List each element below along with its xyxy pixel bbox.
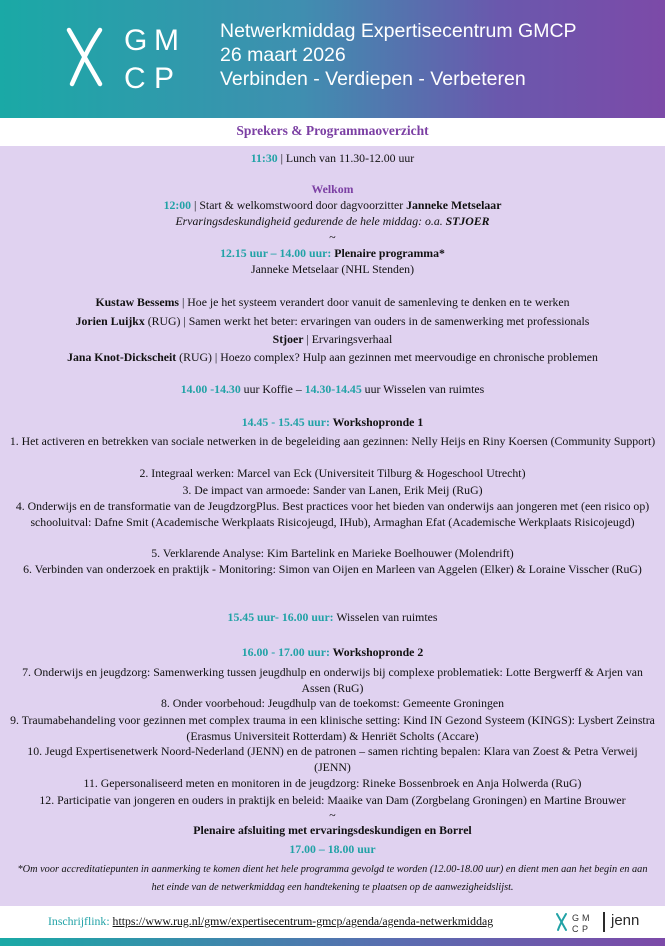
speaker-line [8, 331, 657, 347]
workshop-item: 6. Verbinden van onderzoek en praktijk - Monitoring: Simon van Oijen en Marleen van Aggelen (Elker) & Loraine Visscher (RuG) [23, 562, 642, 576]
inschrijf-label: Inschrijflink: [48, 914, 113, 928]
speaker-name: Jana Knot-Dickscheit [67, 350, 177, 364]
plenair-line [8, 245, 657, 261]
ronde2-time: 16.00 - 17.00 uur: [241, 645, 330, 659]
plenair-host: Janneke Metselaar (NHL Stenden) [250, 262, 415, 276]
logo-divider [603, 912, 605, 932]
ronde1-title: Workshopronde 1 [329, 415, 424, 429]
afsluiting-time: 17.00 – 18.00 uur [289, 842, 376, 856]
break-line [8, 381, 657, 397]
workshop-item: 8. Onder voorbehoud: Jeugdhulp van de toekomst: Gemeente Groningen [160, 696, 504, 710]
logo-letter: C [572, 924, 579, 934]
ronde1-time: 14.45 - 15.45 uur: [241, 415, 330, 429]
tilde-divider: ~ [329, 230, 336, 244]
subtitle-band [0, 118, 665, 146]
koffie-time: 14.00 -14.30 [180, 382, 241, 396]
logo-letter: M [154, 24, 179, 57]
welkom-chair: Janneke Metselaar [406, 198, 502, 212]
speaker-line [8, 313, 657, 329]
page-subtitle: Sprekers & Programmaoverzicht [236, 123, 429, 138]
workshop-item: 11. Gepersonaliseerd meten en monitoren in de jeugdzorg: Rineke Bossenbroek en Anja Holwerda (RuG) [83, 776, 582, 790]
afsluiting-title [8, 822, 657, 838]
workshop-item: 10. Jeugd Expertisenetwerk Noord-Nederland (JENN) en de patronen – samen richting bepalen: Klara van Zoest & Petra Verweij (JENN) [27, 744, 638, 774]
speaker-talk: (RUG) | Samen werkt het beter: ervaringen van ouders in de samenwerking met professionals [144, 314, 590, 328]
ervaring-stjoer: STJOER [445, 214, 490, 228]
logo-letter: P [154, 62, 175, 95]
workshop-item: 2. Integraal werken: Marcel van Eck (Universiteit Tilburg & Hogeschool Utrecht) [139, 466, 526, 480]
logo-letter: M [582, 913, 590, 923]
workshop-item: 12. Participatie van jongeren en ouders in praktijk en beleid: Maaike van Dam (Zorgbelang Groningen) en Martine Brouwer [39, 793, 626, 807]
ervaring-text: Ervaringsdeskundigheid gedurende de hele middag: o.a. [175, 214, 446, 228]
speaker-talk: (RUG) | Hoezo complex? Hulp aan gezinnen met meervoudige en chronische problemen [176, 350, 598, 364]
workshop-item: 3. De impact van armoede: Sander van Lanen, Erik Meij (RuG) [182, 483, 483, 497]
welkom-line [8, 197, 657, 213]
jenn-logo: jenn [611, 912, 640, 929]
workshop-item: 5. Verklarende Analyse: Kim Bartelink en Marieke Boelhouwer (Molendrift) [151, 546, 514, 560]
speaker-line [8, 349, 657, 365]
welkom-time: 12:00 [163, 198, 192, 212]
afsluiting-title-text: Plenaire afsluiting met ervaringsdeskundigen en Borrel [193, 823, 472, 837]
lunch-text: | Lunch van 11.30-12.00 uur [277, 151, 415, 165]
inschrijf-link[interactable]: https://www.rug.nl/gmw/expertisecentrum-gmcp/agenda/agenda-netwerkmiddag [112, 914, 494, 928]
speaker-name: Jorien Luijkx [75, 314, 145, 328]
speaker-talk: | Hoe je het systeem verandert door vanuit de samenleving te denken en te werken [179, 295, 570, 309]
ronde2-title: Workshopronde 2 [329, 645, 424, 659]
event-title: Netwerkmiddag Expertisecentrum GMCP [220, 20, 577, 42]
accreditatie-note: *Om voor accreditatiepunten in aanmerking te komen dient het hele programma gevolgd te worden (12.00-18.00 uur) en dient men aan het begin en aan het einde van de netwerkmiddag een handtekening te plaatsen op de aanwezigheidslijst. [17, 864, 648, 893]
footer [0, 906, 665, 938]
logo-letter: G [124, 24, 148, 57]
workshop-item: 1. Het activeren en betrekken van sociale netwerken in de begeleiding aan gezinnen: Nelly Heijs en Riny Koersen (Community Support) [9, 434, 656, 448]
logo-letter: G [572, 913, 580, 923]
welkom-heading: Welkom [311, 182, 354, 196]
plenair-time: 12.15 uur – 14.00 uur: [220, 246, 332, 260]
wissel2-time: 15.45 uur- 16.00 uur: [227, 610, 334, 624]
gmcp-logo-small [556, 910, 596, 934]
koffie-text: uur Koffie – [240, 382, 305, 396]
speaker-name: Kustaw Bessems [95, 295, 180, 309]
event-tagline: Verbinden - Verdiepen - Verbeteren [220, 68, 526, 90]
program-content [0, 146, 665, 906]
workshop-item: 7. Onderwijs en jeugdzorg: Samenwerking tussen jeugdhulp en onderwijs bij complexe problematiek: Lotte Bergwerff & Arjen van Assen (RuG) [22, 665, 643, 695]
speaker-line [8, 294, 657, 310]
tilde-divider: ~ [329, 808, 336, 822]
speaker-name: Stjoer [272, 332, 304, 346]
plenair-title: Plenaire programma* [331, 246, 445, 260]
wissel-time: 14.30-14.45 [304, 382, 362, 396]
welkom-text: | Start & welkomstwoord door dagvoorzitter [191, 198, 407, 212]
header-banner [0, 0, 665, 118]
speaker-talk: | Ervaringsverhaal [303, 332, 393, 346]
lunch-line [8, 150, 657, 166]
wissel-text: uur Wisselen van ruimtes [361, 382, 485, 396]
ronde1-heading [8, 414, 657, 430]
workshop-item: 9. Traumabehandeling voor gezinnen met complex trauma in een klinische setting: Kind IN Gezond Systeem (KINGS): Lysbert Zeinstra (Erasmus Universiteit Rotterdam) & Henriët Scholts (Accare) [10, 713, 655, 743]
inschrijf-row [48, 914, 493, 929]
bottom-gradient-bar [0, 938, 665, 946]
logo-letter: C [124, 62, 146, 95]
wissel-line [8, 609, 657, 625]
lunch-time: 11:30 [250, 151, 278, 165]
logo-letter: P [582, 924, 589, 934]
gmcp-logo [66, 18, 196, 98]
workshop-item: 4. Onderwijs en de transformatie van de JeugdzorgPlus. Best practices voor het bieden van onderwijs aan jongeren met (een risico op) schooluitval: Dafne Smit (Academische Werkplaats Risicojeugd, IHub), Armaghan Efat (Academische Werkplaats Risicojeugd) [15, 499, 650, 529]
event-date: 26 maart 2026 [220, 44, 346, 66]
ronde2-heading [8, 644, 657, 660]
ervaring-line [8, 213, 657, 229]
wissel2-text: Wisselen van ruimtes [333, 610, 438, 624]
